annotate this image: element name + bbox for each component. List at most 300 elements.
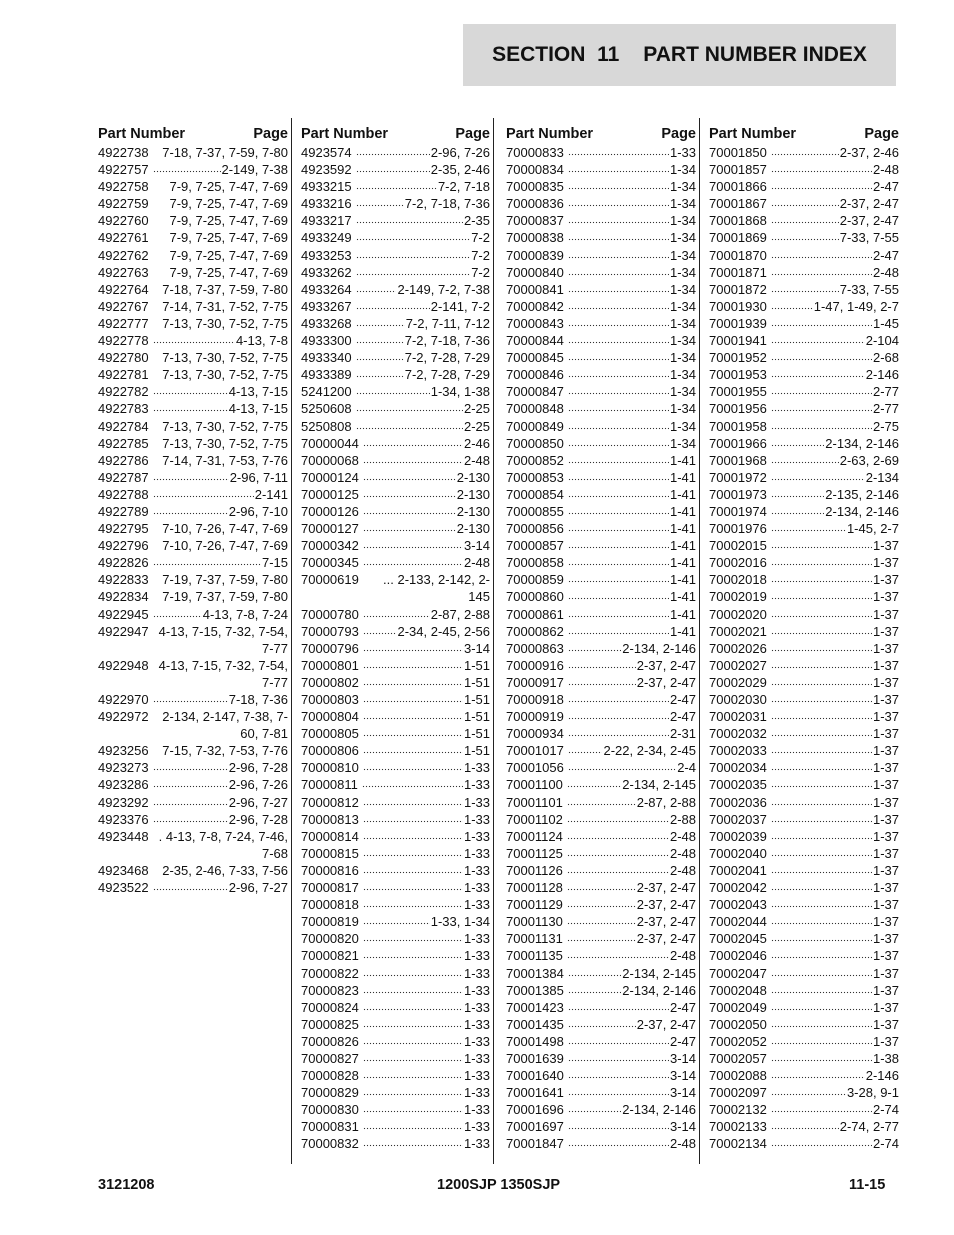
- dot-leader: [356, 315, 405, 327]
- dot-leader: [363, 486, 456, 498]
- page-reference: 7-9, 7-25, 7-47, 7-69: [169, 196, 288, 212]
- page-reference: 1-33: [463, 1119, 490, 1135]
- part-number: 70000044: [301, 435, 359, 451]
- dot-leader: [771, 161, 872, 173]
- index-entry: [301, 349, 493, 366]
- part-number: 70001872: [709, 281, 767, 297]
- page-reference: 2-37, 2-47: [636, 657, 696, 673]
- page-reference: 1-33: [463, 1102, 490, 1118]
- page-reference: 2-37, 2-46: [839, 145, 899, 160]
- part-number: 70000825: [301, 1016, 359, 1032]
- page-reference: 2-37, 2-47: [636, 931, 696, 947]
- dot-leader: [363, 930, 463, 942]
- index-entry: [709, 794, 902, 811]
- index-entry: [98, 879, 291, 896]
- page-reference: 4-13, 7-15: [228, 401, 288, 417]
- part-number: 4922783: [98, 401, 149, 417]
- index-entry: [301, 759, 493, 776]
- page-reference: 3-14: [669, 1119, 696, 1135]
- index-entry: [98, 862, 291, 879]
- dot-leader: [567, 845, 669, 857]
- part-number: 70000827: [301, 1050, 359, 1066]
- index-column-2: [301, 118, 494, 1164]
- page-reference: 1-37: [872, 880, 899, 896]
- part-number: 4933267: [301, 298, 352, 314]
- part-number: 70000127: [301, 521, 359, 537]
- index-entry: [709, 742, 902, 759]
- page-reference: 2-149, 7-2, 7-38: [397, 281, 490, 297]
- page-reference: 7-9, 7-25, 7-47, 7-69: [169, 179, 288, 195]
- index-entry: [98, 264, 291, 281]
- dot-leader: [771, 571, 872, 583]
- part-number: 4922948: [98, 657, 149, 673]
- page-reference: 2-48: [669, 828, 696, 844]
- page-reference: 3-14: [463, 538, 490, 554]
- dot-leader: [568, 1101, 621, 1113]
- page-reference: 2-48: [669, 862, 696, 878]
- index-entry: [709, 965, 902, 982]
- page-reference: 7-15: [261, 555, 288, 571]
- part-number: 70000862: [506, 623, 564, 639]
- index-entry: [98, 828, 291, 862]
- index-entry: [506, 435, 699, 452]
- dot-leader: [771, 229, 839, 241]
- index-entry: [709, 930, 902, 947]
- page-reference: 3-14: [669, 1068, 696, 1084]
- part-number: 70000849: [506, 418, 564, 434]
- page-reference: 1-33: [463, 845, 490, 861]
- dot-leader: [568, 674, 636, 686]
- page-reference: 1-33: [463, 1136, 490, 1152]
- part-number: 70002026: [709, 640, 767, 656]
- index-entry: [506, 811, 699, 828]
- page-reference: 1-37: [872, 794, 899, 810]
- index-entry: [709, 400, 902, 417]
- page-reference: 1-41: [669, 623, 696, 639]
- part-number: 70000831: [301, 1119, 359, 1135]
- index-entry: [98, 520, 291, 537]
- dot-leader: [771, 315, 872, 327]
- dot-leader: [356, 298, 430, 310]
- part-number: 70000823: [301, 982, 359, 998]
- dot-leader: [363, 947, 463, 959]
- page-reference: 7-14, 7-31, 7-53, 7-76: [162, 452, 288, 468]
- part-number: 4922757: [98, 162, 149, 178]
- dot-leader: [363, 725, 463, 737]
- part-number: 4922761: [98, 230, 149, 246]
- dot-leader: [771, 144, 839, 156]
- index-entry: [709, 691, 902, 708]
- index-entry: [301, 811, 493, 828]
- part-number: 70001857: [709, 162, 767, 178]
- page-reference: 2-134, 2-146: [622, 640, 696, 656]
- page-reference: ... 2-133, 2-142, 2-145: [383, 572, 490, 605]
- index-entry: [301, 161, 493, 178]
- dot-leader: [771, 178, 872, 190]
- page-reference: 1-33: [463, 1050, 490, 1066]
- index-entry: [506, 349, 699, 366]
- part-number: 4933262: [301, 264, 352, 280]
- part-number: 4922777: [98, 315, 149, 331]
- index-entry: [506, 400, 699, 417]
- part-number: 4933340: [301, 350, 352, 366]
- page-reference: 2-96, 7-28: [228, 811, 288, 827]
- page-reference: 7-19, 7-37, 7-59, 7-80: [162, 589, 288, 605]
- dot-leader: [771, 674, 872, 686]
- part-number: 4933249: [301, 230, 352, 246]
- dot-leader: [153, 554, 261, 566]
- dot-leader: [771, 366, 865, 378]
- part-number: 4922826: [98, 555, 149, 571]
- index-entry: [301, 862, 493, 879]
- dot-leader: [771, 708, 872, 720]
- part-number: 70000854: [506, 486, 564, 502]
- page-reference: 1-33: [669, 145, 696, 160]
- index-entry: [506, 930, 699, 947]
- page-reference: 2-34, 2-45, 2-56: [397, 623, 490, 639]
- part-number: 4923522: [98, 880, 149, 896]
- part-number: 70001129: [506, 897, 563, 913]
- index-entry: [301, 640, 493, 657]
- page-reference: 2-47: [669, 999, 696, 1015]
- index-entry: [98, 418, 291, 435]
- index-entry: [301, 708, 493, 725]
- dot-leader: [567, 930, 636, 942]
- footer-page-number: 11-15: [849, 1177, 886, 1193]
- page-reference: 1-37: [872, 948, 899, 964]
- dot-leader: [363, 811, 463, 823]
- dot-leader: [363, 657, 463, 669]
- part-number: 70000848: [506, 401, 564, 417]
- dot-leader: [771, 298, 813, 310]
- part-number: 70001968: [709, 452, 767, 468]
- part-number: 4922786: [98, 452, 149, 468]
- part-number: 70002046: [709, 948, 767, 964]
- dot-leader: [153, 776, 228, 788]
- part-number: 70001641: [506, 1085, 564, 1101]
- part-number: 70001939: [709, 315, 767, 331]
- part-number: 5241200: [301, 384, 352, 400]
- index-entry: [98, 691, 291, 708]
- part-number: 70000824: [301, 999, 359, 1015]
- part-number: 70001870: [709, 247, 767, 263]
- dot-leader: [771, 503, 824, 515]
- index-entry: [506, 537, 699, 554]
- part-number: 70002049: [709, 999, 767, 1015]
- index-entry: [506, 606, 699, 623]
- page-reference: 3-14: [669, 1085, 696, 1101]
- dot-leader: [771, 879, 872, 891]
- part-number: 70000859: [506, 572, 564, 588]
- index-entry: [301, 657, 493, 674]
- dot-leader: [153, 691, 228, 703]
- dot-leader: [356, 281, 397, 293]
- page-reference: 2-48: [669, 948, 696, 964]
- page-reference: 2-48: [669, 1136, 696, 1152]
- index-entry: [301, 503, 493, 520]
- index-entry: [506, 554, 699, 571]
- page-reference: 1-51: [463, 692, 490, 707]
- page-reference: 1-37: [872, 606, 899, 622]
- page-header: Page: [661, 126, 696, 142]
- index-entry: [709, 452, 902, 469]
- page-reference: 1-37: [872, 982, 899, 998]
- part-number: 70000934: [506, 726, 564, 742]
- index-entry: [98, 537, 291, 554]
- index-entry: [709, 383, 902, 400]
- dot-leader: [568, 144, 669, 156]
- index-entry: [709, 982, 902, 999]
- page-reference: 1-34, 1-38: [430, 384, 490, 400]
- part-number: 70001101: [506, 794, 563, 810]
- page-reference: 2-96, 7-27: [228, 794, 288, 810]
- part-number: 70000837: [506, 213, 564, 229]
- part-number: 70000813: [301, 811, 359, 827]
- part-number: 70001100: [506, 777, 563, 793]
- index-entry: [301, 1067, 493, 1084]
- index-entry: [506, 742, 699, 759]
- dot-leader: [771, 640, 872, 652]
- page-reference: 7-10, 7-26, 7-47, 7-69: [162, 538, 288, 554]
- index-entry: [506, 879, 699, 896]
- index-entry: [709, 229, 902, 246]
- index-entry: [506, 623, 699, 640]
- index-entry: [98, 486, 291, 503]
- index-entry: [709, 657, 902, 674]
- page-reference: 2-134, 2-146: [622, 1102, 696, 1118]
- page-reference: 1-37: [872, 862, 899, 878]
- page-reference: 2-48: [463, 555, 490, 571]
- index-entry: [301, 247, 493, 264]
- page-reference: 1-37: [872, 811, 899, 827]
- page-reference: 1-33: [463, 1085, 490, 1101]
- page-reference: 1-41: [669, 538, 696, 554]
- index-entry: [506, 144, 699, 161]
- part-number-header: Part Number: [301, 126, 389, 142]
- page-reference: 2-96, 7-27: [228, 880, 288, 896]
- dot-leader: [363, 503, 456, 515]
- index-entry: [301, 1101, 493, 1118]
- index-entry: [301, 742, 493, 759]
- part-number: 70000852: [506, 452, 564, 468]
- part-number: 4922781: [98, 367, 149, 383]
- section-number: SECTION 11: [492, 43, 620, 66]
- dot-leader: [363, 1067, 463, 1079]
- dot-leader: [363, 896, 463, 908]
- part-number: 70000806: [301, 743, 359, 759]
- dot-leader: [363, 469, 456, 481]
- dot-leader: [153, 794, 228, 806]
- dot-leader: [356, 349, 404, 361]
- dot-leader: [356, 264, 471, 276]
- dot-leader: [771, 212, 839, 224]
- index-entry: [709, 349, 902, 366]
- page-reference: 7-33, 7-55: [839, 230, 899, 246]
- page-reference: 2-74, 2-77: [839, 1119, 899, 1135]
- part-number: 4923448: [98, 828, 149, 844]
- part-number: 4922833: [98, 572, 149, 588]
- dot-leader: [771, 742, 872, 754]
- page-reference: 7-19, 7-37, 7-59, 7-80: [162, 572, 288, 588]
- page-reference: 2-146: [865, 1068, 899, 1084]
- dot-leader: [363, 794, 463, 806]
- part-number: 70002034: [709, 760, 767, 776]
- index-entry: [506, 281, 699, 298]
- index-entry: [506, 161, 699, 178]
- index-entry: [506, 212, 699, 229]
- page-reference: 1-37: [872, 760, 899, 776]
- part-number: 70002018: [709, 572, 767, 588]
- dot-leader: [771, 520, 846, 532]
- page-reference: 1-37: [872, 726, 899, 742]
- index-entry: [506, 178, 699, 195]
- index-entry: [506, 418, 699, 435]
- dot-leader: [363, 623, 397, 635]
- dot-leader: [771, 930, 872, 942]
- dot-leader: [568, 571, 669, 583]
- column-header: [506, 118, 699, 142]
- index-entry: [98, 383, 291, 400]
- part-number: 70000826: [301, 1033, 359, 1049]
- part-number: 70000846: [506, 367, 564, 383]
- dot-leader: [568, 418, 669, 430]
- part-number: 70002027: [709, 657, 767, 673]
- index-entry: [506, 691, 699, 708]
- dot-leader: [363, 742, 463, 754]
- index-entry: [709, 178, 902, 195]
- dot-leader: [568, 229, 669, 241]
- part-number: 70000842: [506, 298, 564, 314]
- page-reference: 1-34: [669, 435, 696, 451]
- page-reference: 2-96, 7-10: [228, 503, 288, 519]
- dot-leader: [771, 828, 872, 840]
- part-number: 70000619: [301, 572, 359, 588]
- part-number: 70000124: [301, 469, 359, 485]
- index-entry: [98, 571, 291, 588]
- page-reference: 1-33: [463, 880, 490, 896]
- page-reference: 1-51: [463, 657, 490, 673]
- page-reference: 1-34: [669, 162, 696, 178]
- index-entry: [709, 435, 902, 452]
- page-reference: 1-37: [872, 589, 899, 605]
- index-entry: [709, 623, 902, 640]
- section-title: PART NUMBER INDEX: [643, 43, 867, 66]
- index-entry: [301, 298, 493, 315]
- page-reference: 1-33: [463, 931, 490, 947]
- page-reference: 1-37: [872, 897, 899, 913]
- page-reference: 1-34: [669, 350, 696, 366]
- part-number: 70001384: [506, 965, 564, 981]
- index-entry: [98, 794, 291, 811]
- page-reference: 2-48: [463, 452, 490, 468]
- dot-leader: [567, 896, 636, 908]
- page-reference: 1-41: [669, 503, 696, 519]
- index-entry: [709, 811, 902, 828]
- page-reference: 1-33: [463, 999, 490, 1015]
- part-number: 70000815: [301, 845, 359, 861]
- part-number: 70002041: [709, 862, 767, 878]
- part-number: 70001385: [506, 982, 564, 998]
- dot-leader: [363, 674, 463, 686]
- part-number: 4922787: [98, 469, 149, 485]
- dot-leader: [771, 999, 872, 1011]
- page-reference: 4-13, 7-8: [235, 333, 288, 349]
- part-number: 70002016: [709, 555, 767, 571]
- index-entry: [709, 418, 902, 435]
- page-reference: 7-13, 7-30, 7-52, 7-75: [162, 367, 288, 383]
- part-number: 70002045: [709, 931, 767, 947]
- part-number: 4933253: [301, 247, 352, 263]
- page-reference: 2-63, 2-69: [839, 452, 899, 468]
- dot-leader: [363, 759, 463, 771]
- dot-leader: [567, 811, 669, 823]
- page-reference: 1-33: [463, 1033, 490, 1049]
- index-entry: [98, 811, 291, 828]
- index-entry: [506, 1050, 699, 1067]
- page-reference: 1-33: [463, 982, 490, 998]
- part-number: 70000828: [301, 1068, 359, 1084]
- part-number: 70000345: [301, 555, 359, 571]
- page-reference: 2-149, 7-38: [221, 162, 288, 178]
- part-number: 70000805: [301, 726, 359, 742]
- page-reference: 1-34: [669, 213, 696, 229]
- part-number: 70000780: [301, 606, 359, 622]
- page-reference: 1-51: [463, 674, 490, 690]
- index-entry: [98, 452, 291, 469]
- dot-leader: [568, 195, 669, 207]
- page-reference: 1-33: [463, 965, 490, 981]
- dot-leader: [771, 965, 872, 977]
- index-entry: [301, 691, 493, 708]
- page-reference: 2-134, 2-145: [622, 965, 696, 981]
- column-header: [301, 118, 493, 142]
- page-reference: 7-2, 7-28, 7-29: [404, 367, 490, 383]
- part-number: 70000819: [301, 914, 359, 930]
- page-reference: 7-2: [471, 247, 490, 263]
- page-reference: 1-34: [669, 230, 696, 246]
- dot-leader: [771, 349, 872, 361]
- dot-leader: [153, 486, 254, 498]
- index-entry: [709, 999, 902, 1016]
- page-reference: 1-51: [463, 709, 490, 725]
- part-number: 70002052: [709, 1033, 767, 1049]
- index-entry: [98, 708, 291, 742]
- dot-leader: [356, 366, 404, 378]
- part-number: 70002030: [709, 692, 767, 707]
- dot-leader: [568, 349, 669, 361]
- part-number: 70002132: [709, 1102, 767, 1118]
- page-reference: 2-134: [865, 469, 899, 485]
- page-reference: 1-34: [669, 315, 696, 331]
- page-reference: 1-34: [669, 179, 696, 195]
- part-number: 70000812: [301, 794, 359, 810]
- index-entry: [506, 776, 699, 793]
- part-number: 70001868: [709, 213, 767, 229]
- page-reference: 7-10, 7-26, 7-47, 7-69: [162, 521, 288, 537]
- part-number: 70001697: [506, 1119, 564, 1135]
- index-entry: [506, 982, 699, 999]
- part-number: 70000804: [301, 709, 359, 725]
- dot-leader: [771, 759, 872, 771]
- page-reference: 1-41: [669, 555, 696, 571]
- dot-leader: [363, 862, 463, 874]
- page-reference: 2-141, 7-2: [430, 298, 490, 314]
- index-entry: [709, 1118, 902, 1135]
- index-entry: [301, 281, 493, 298]
- dot-leader: [771, 982, 872, 994]
- dot-leader: [363, 691, 463, 703]
- page-reference: 1-41: [669, 589, 696, 605]
